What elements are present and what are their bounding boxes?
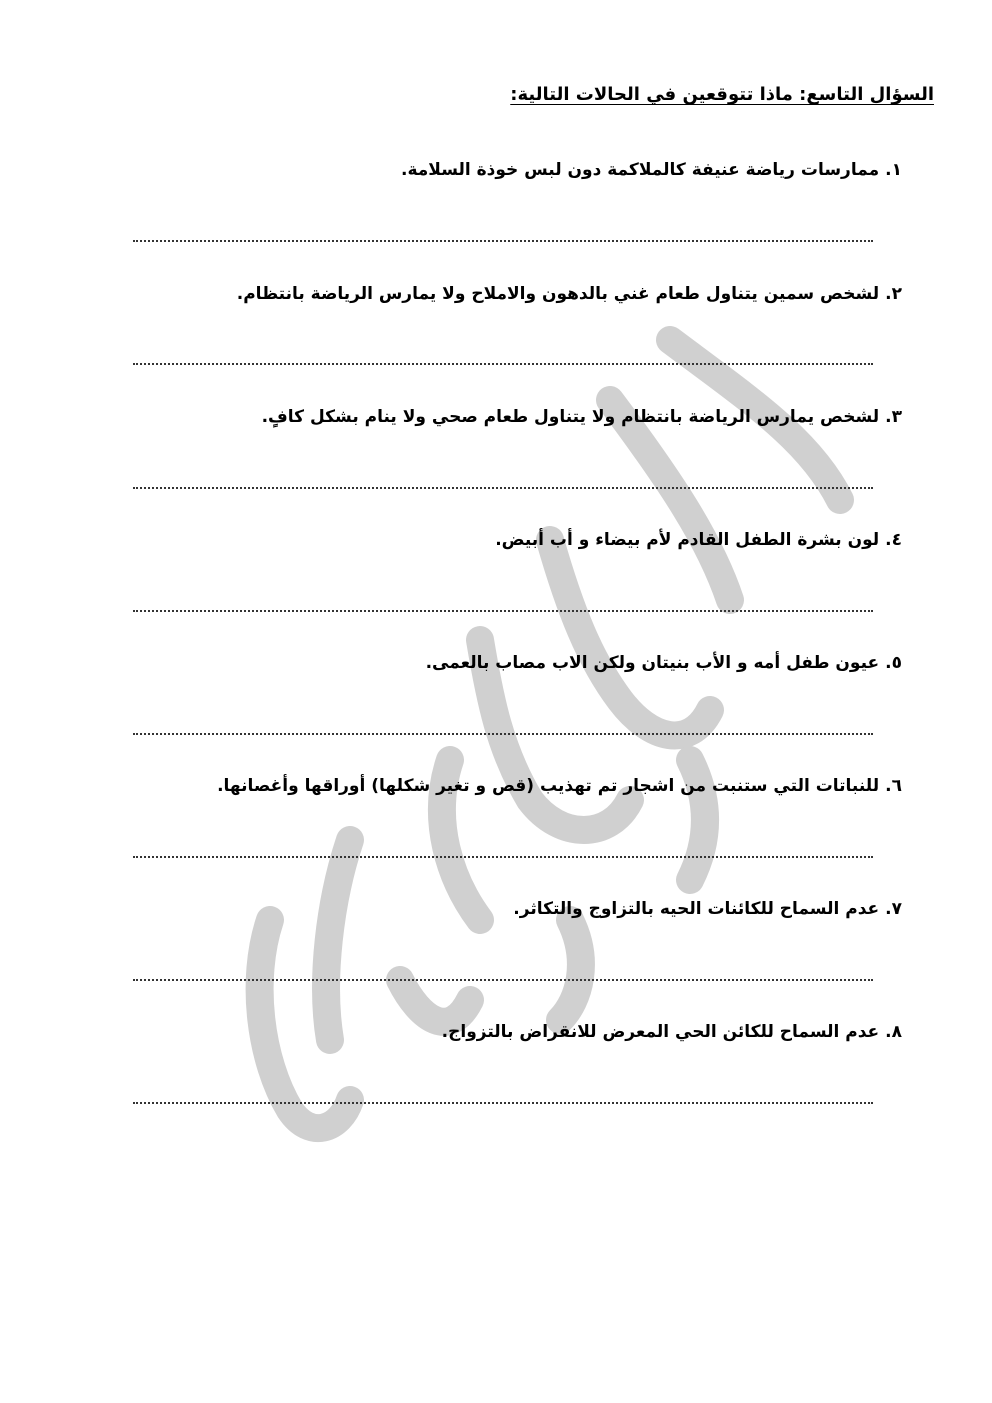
answer-line-3[interactable] bbox=[133, 481, 873, 489]
question-item-2 bbox=[237, 284, 902, 304]
question-item-3 bbox=[262, 407, 902, 427]
question-item-7 bbox=[513, 899, 902, 919]
question-text: عدم السماح للكائن الحي المعرض للانقراض بالتزواج. bbox=[441, 1022, 880, 1042]
question-text: لون بشرة الطفل القادم لأم بيضاء و أب أبيض. bbox=[495, 530, 880, 550]
question-item-8 bbox=[442, 1022, 902, 1042]
question-number: ٦. bbox=[885, 776, 902, 796]
question-text: عيون طفل أمه و الأب بنيتان ولكن الاب مصاب بالعمى. bbox=[425, 653, 880, 673]
question-number: ١. bbox=[885, 160, 902, 180]
question-heading: السؤال التاسع: ماذا تتوقعين في الحالات التالية: bbox=[510, 84, 934, 105]
answer-line-6[interactable] bbox=[133, 850, 873, 858]
question-number: ٧. bbox=[885, 899, 902, 919]
answer-line-1[interactable] bbox=[133, 234, 873, 242]
question-text: عدم السماح للكائنات الحيه بالتزاوج والتكاثر. bbox=[513, 899, 880, 919]
question-item-5 bbox=[426, 653, 902, 673]
question-text: لشخص يمارس الرياضة بانتظام ولا يتناول طعام صحي ولا ينام بشكل كافٍ. bbox=[261, 407, 880, 427]
answer-line-5[interactable] bbox=[133, 727, 873, 735]
question-number: ٤. bbox=[885, 530, 902, 550]
question-number: ٣. bbox=[885, 407, 902, 427]
answer-line-4[interactable] bbox=[133, 604, 873, 612]
question-text: للنباتات التي ستنبت من اشجار تم تهذيب (قص و تغير شكلها) أوراقها وأغصانها. bbox=[217, 776, 880, 796]
question-item-6 bbox=[217, 776, 902, 796]
answer-line-2[interactable] bbox=[133, 357, 873, 365]
question-number: ٥. bbox=[885, 653, 902, 673]
question-item-1 bbox=[401, 160, 902, 180]
question-number: ٢. bbox=[885, 284, 902, 304]
question-number: ٨. bbox=[885, 1022, 902, 1042]
question-text: لشخص سمين يتناول طعام غني بالدهون والاملاح ولا يمارس الرياضة بانتظام. bbox=[236, 284, 880, 304]
question-text: ممارسات رياضة عنيفة كالملاكمة دون لبس خوذة السلامة. bbox=[401, 160, 880, 180]
answer-line-7[interactable] bbox=[133, 973, 873, 981]
question-item-4 bbox=[495, 530, 902, 550]
answer-line-8[interactable] bbox=[133, 1096, 873, 1104]
